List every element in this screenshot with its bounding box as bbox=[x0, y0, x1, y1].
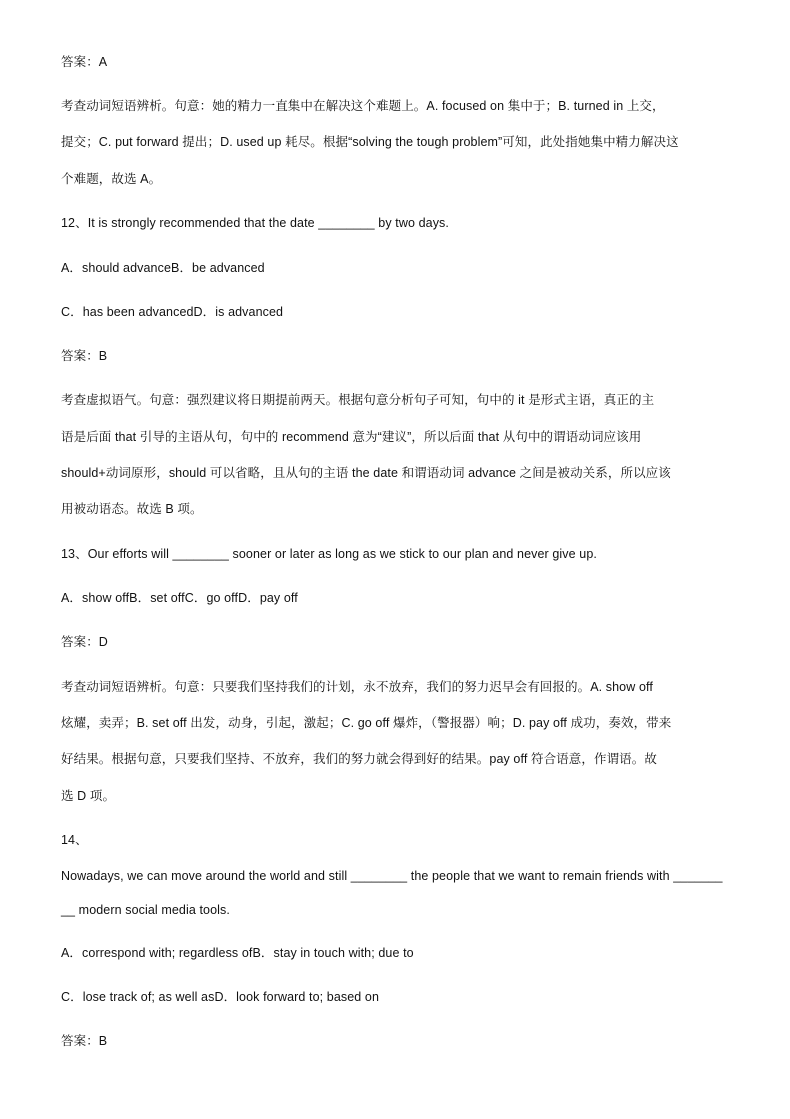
explanation-12-line-2: 语是后面 that 引导的主语从句，句中的 recommend 意为“建议”，所以后面 that 从句中的谓语动词应该用 bbox=[61, 430, 642, 444]
question-12-options-cd: C．has been advancedD．is advanced bbox=[61, 305, 284, 319]
question-14-line-2: __ modern social media tools. bbox=[61, 903, 230, 917]
explanation-13-line-3: 好结果。根据句意，只要我们坚持、不放弃，我们的努力就会得到好的结果。pay off 符合语意，作谓语。故 bbox=[61, 752, 657, 766]
explanation-11-line-1: 考查动词短语辨析。句意：她的精力一直集中在解决这个难题上。A. focused on 集中于；B. turned in 上交， bbox=[61, 99, 665, 113]
question-12-options-ab: A．should advanceB．be advanced bbox=[61, 261, 265, 275]
question-13-options: A．show offB．set offC．go offD．pay off bbox=[61, 591, 298, 605]
answer-12: 答案：B bbox=[61, 349, 108, 363]
question-14-number: 14、 bbox=[61, 833, 88, 847]
explanation-13-line-2: 炫耀，卖弄；B. set off 出发，动身，引起，激起；C. go off 爆炸，（警报器）响；D. pay off 成功，奏效，带来 bbox=[61, 716, 672, 730]
answer-11: 答案：A bbox=[61, 55, 108, 69]
explanation-12-line-4: 用被动语态。故选 B 项。 bbox=[61, 502, 203, 516]
explanation-13-line-4: 选 D 项。 bbox=[61, 789, 116, 803]
explanation-12-line-1: 考查虚拟语气。句意：强烈建议将日期提前两天。根据句意分析句子可知，句中的 it 是形式主语，真正的主 bbox=[61, 393, 655, 407]
question-13: 13、Our efforts will ________ sooner or later as long as we stick to our plan and never give up. bbox=[61, 547, 597, 561]
answer-14: 答案：B bbox=[61, 1034, 108, 1048]
explanation-11-line-2: 提交；C. put forward 提出；D. used up 耗尽。根据“solving the tough problem”可知，此处指她集中精力解决这 bbox=[61, 135, 679, 149]
explanation-12-line-3: should+动词原形，should 可以省略，且从句的主语 the date 和谓语动词 advance 之间是被动关系，所以应该 bbox=[61, 466, 671, 480]
question-14-options-ab: A．correspond with; regardless ofB．stay in touch with; due to bbox=[61, 946, 414, 960]
explanation-11-line-3: 个难题，故选 A。 bbox=[61, 172, 162, 186]
question-14-line-1: Nowadays, we can move around the world and still ________ the people that we want to remain friends with _______ bbox=[61, 869, 723, 883]
answer-13: 答案：D bbox=[61, 635, 108, 649]
explanation-13-line-1: 考查动词短语辨析。句意：只要我们坚持我们的计划，永不放弃，我们的努力迟早会有回报的。A. show off bbox=[61, 680, 653, 694]
question-12: 12、It is strongly recommended that the date ________ by two days. bbox=[61, 216, 449, 230]
question-14-options-cd: C．lose track of; as well asD．look forward to; based on bbox=[61, 990, 380, 1004]
